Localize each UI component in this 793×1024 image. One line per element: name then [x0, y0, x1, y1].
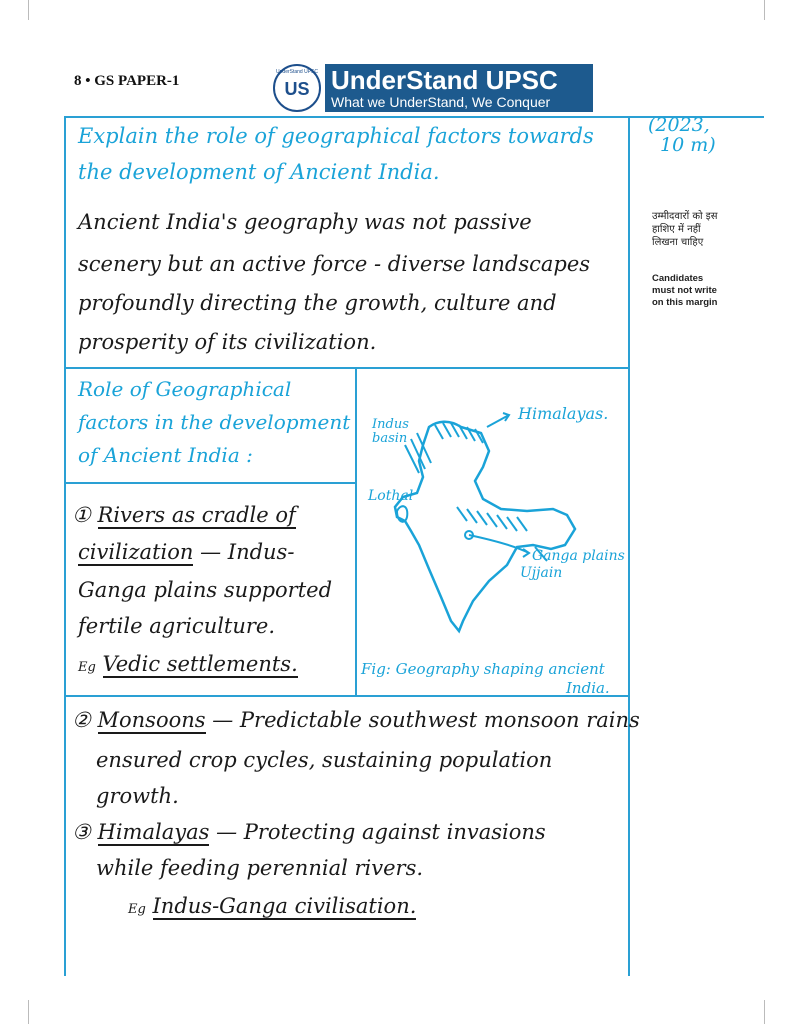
eg-mark: Eg — [78, 660, 96, 675]
point-3-example — [128, 894, 416, 918]
map-box-bottom — [64, 695, 630, 697]
logo-title: UnderStand UPSC — [331, 65, 558, 95]
point-1-example-text: Vedic settlements. — [102, 652, 298, 676]
crop-mark — [28, 1000, 29, 1024]
bullet: • — [85, 73, 95, 89]
section-heading-line-2: factors in the development — [78, 410, 351, 434]
section-rule-mid — [64, 482, 356, 484]
point-1-line-4: fertile agriculture. — [78, 614, 276, 638]
logo-band — [325, 64, 593, 112]
point-3-line-1 — [72, 820, 546, 844]
page-number: 8 — [74, 73, 82, 89]
paper-title: GS PAPER-1 — [94, 73, 180, 89]
crop-mark — [28, 0, 29, 20]
question-line-2: the development of Ancient India. — [78, 160, 440, 184]
left-rule — [64, 116, 66, 976]
point-1-number: ① — [72, 503, 91, 527]
logo-emblem — [273, 64, 321, 112]
question-year: (2023, — [648, 114, 710, 136]
point-1-line-3: Ganga plains supported — [78, 578, 333, 602]
understand-upsc-logo — [273, 64, 593, 112]
point-1-heading: Rivers as cradle of — [97, 503, 296, 527]
logo-tagline: What we UnderStand, We Conquer — [331, 94, 551, 110]
map-label-ganga-plains: Ganga plains — [532, 548, 625, 564]
point-2-line-1 — [72, 708, 640, 732]
point-3-heading: Himalayas — [97, 820, 210, 844]
intro-line-2: scenery but an active force - diverse landscapes — [78, 252, 591, 276]
point-1-example — [78, 652, 298, 676]
point-1-line-1 — [72, 503, 296, 527]
question-line-1: Explain the role of geographical factors towards — [78, 124, 594, 148]
logo-initials: US — [284, 79, 310, 99]
india-outline — [395, 422, 575, 631]
map-label-himalayas: Himalayas. — [518, 404, 609, 423]
page-header — [74, 73, 179, 90]
crop-mark — [764, 1000, 765, 1024]
margin-note-hindi: उम्मीदवारों को इस हाशिए में नहीं लिखना चाहिए — [652, 211, 718, 248]
point-2-line-3: growth. — [96, 784, 179, 808]
eg-mark: Eg — [128, 902, 146, 917]
intro-line-3: profoundly directing the growth, culture and — [78, 291, 557, 315]
map-label-lothal: Lothal — [368, 488, 414, 504]
point-3-number: ③ — [72, 820, 91, 844]
logo-ring-text: UnderStand UPSC — [276, 69, 318, 75]
margin-rule — [628, 116, 630, 976]
point-1-line-2 — [78, 540, 294, 564]
point-2-line-2: ensured crop cycles, sustaining population — [96, 748, 553, 772]
point-2-number: ② — [72, 708, 91, 732]
point-1-heading-end: civilization — [78, 540, 194, 564]
point-3-text: — Protecting against invasions — [216, 820, 546, 844]
map-caption-line-2: India. — [566, 679, 610, 697]
margin-note-english: Candidates must not write on this margin — [652, 273, 718, 308]
intro-line-1: Ancient India's geography was not passive — [78, 210, 532, 234]
point-3-example-text: Indus-Ganga civilisation. — [152, 894, 417, 918]
intro-line-4: prosperity of its civilization. — [78, 330, 377, 354]
point-2-text: — Predictable southwest monsoon rains — [212, 708, 640, 732]
section-heading-line-3: of Ancient India : — [78, 443, 253, 467]
map-label-indus-basin: Indus basin — [372, 417, 409, 446]
question-marks: 10 m) — [660, 134, 716, 156]
point-3-line-2: while feeding perennial rivers. — [96, 856, 424, 880]
point-1-text: — Indus- — [200, 540, 295, 564]
crop-mark — [764, 0, 765, 20]
map-caption-line-1: Fig: Geography shaping ancient — [361, 660, 605, 678]
point-2-heading: Monsoons — [97, 708, 206, 732]
section-heading-line-1: Role of Geographical — [78, 377, 292, 401]
map-label-ujjain: Ujjain — [520, 565, 563, 581]
